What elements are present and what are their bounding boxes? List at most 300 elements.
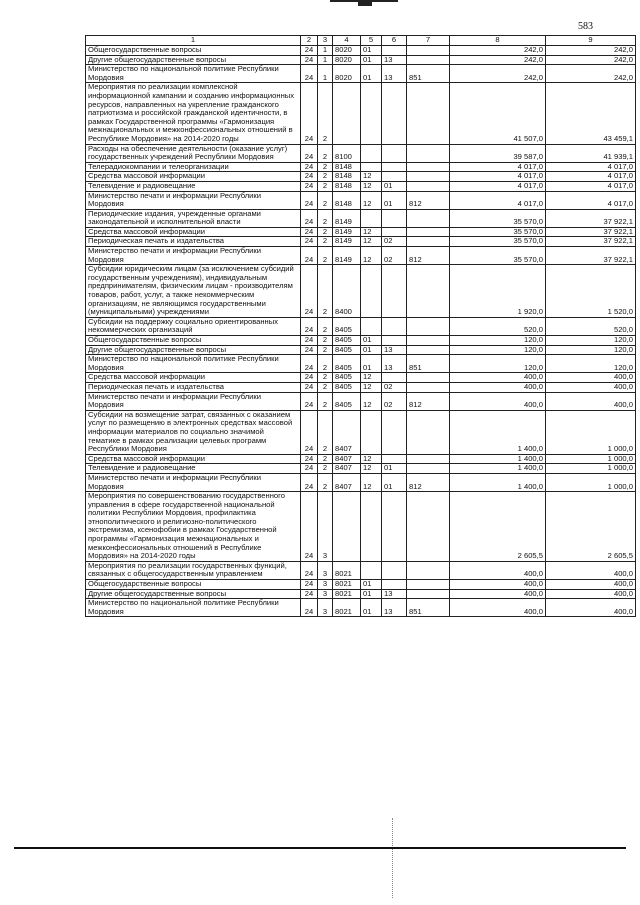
- cell-amount-1: 1 400,0: [450, 454, 546, 464]
- table-body: [86, 46, 636, 617]
- cell-code-1: 24: [301, 317, 318, 335]
- cell-section: 12: [361, 373, 382, 383]
- cell-amount-1: 35 570,0: [450, 237, 546, 247]
- cell-code-1: 24: [301, 492, 318, 562]
- row-name: Телерадиокомпании и телеорганизации: [86, 162, 301, 172]
- cell-code-1: 24: [301, 382, 318, 392]
- cell-code-2: 3: [318, 580, 333, 590]
- cell-amount-2: 242,0: [546, 55, 636, 65]
- cell-code-1: 24: [301, 247, 318, 265]
- cell-amount-2: 43 459,1: [546, 83, 636, 144]
- cell-section: [361, 144, 382, 162]
- cell-subsection: [382, 83, 407, 144]
- table-row: [86, 172, 636, 182]
- cell-code-2: 2: [318, 265, 333, 318]
- header-cell: 2: [301, 36, 318, 46]
- cell-section: 12: [361, 454, 382, 464]
- row-name: Субсидии на возмещение затрат, связанных с оказанием услуг по размещению в электронных средствах массовой информации материалов по социально значимой тематике в рамках реализации целевых программ Республики Мордовия: [86, 410, 301, 454]
- cell-code-target: 8020: [333, 65, 361, 83]
- row-name: Министерство печати и информации Республики Мордовия: [86, 247, 301, 265]
- cell-ministry-code: [407, 336, 450, 346]
- cell-amount-2: 242,0: [546, 65, 636, 83]
- cell-section: 12: [361, 172, 382, 182]
- cell-amount-1: 4 017,0: [450, 162, 546, 172]
- cell-code-target: 8149: [333, 237, 361, 247]
- table-row: [86, 83, 636, 144]
- cell-ministry-code: 812: [407, 247, 450, 265]
- row-name: Телевидение и радиовещание: [86, 181, 301, 191]
- cell-code-1: 24: [301, 83, 318, 144]
- row-name: Общегосударственные вопросы: [86, 336, 301, 346]
- cell-code-target: 8020: [333, 46, 361, 56]
- cell-section: 12: [361, 237, 382, 247]
- cell-section: [361, 162, 382, 172]
- cell-amount-1: 400,0: [450, 392, 546, 410]
- cell-code-target: 8149: [333, 209, 361, 227]
- cell-amount-2: 1 520,0: [546, 265, 636, 318]
- cell-code-2: 2: [318, 83, 333, 144]
- cell-subsection: 02: [382, 237, 407, 247]
- cell-amount-1: 1 400,0: [450, 464, 546, 474]
- cell-ministry-code: [407, 209, 450, 227]
- cell-amount-2: 1 000,0: [546, 410, 636, 454]
- cell-subsection: 02: [382, 392, 407, 410]
- cell-amount-1: 120,0: [450, 345, 546, 355]
- row-name: Периодическая печать и издательства: [86, 237, 301, 247]
- header-cell: 8: [450, 36, 546, 46]
- table-row: [86, 561, 636, 579]
- cell-amount-1: 242,0: [450, 65, 546, 83]
- cell-section: 01: [361, 589, 382, 599]
- table-row: [86, 392, 636, 410]
- cell-ministry-code: [407, 454, 450, 464]
- cell-amount-2: 400,0: [546, 561, 636, 579]
- cell-ministry-code: [407, 561, 450, 579]
- header-cell: 4: [333, 36, 361, 46]
- cell-code-2: 2: [318, 209, 333, 227]
- cell-code-2: 2: [318, 144, 333, 162]
- cell-amount-1: 520,0: [450, 317, 546, 335]
- cell-amount-2: 37 922,1: [546, 227, 636, 237]
- cell-amount-1: 242,0: [450, 46, 546, 56]
- cell-code-1: 24: [301, 227, 318, 237]
- cell-subsection: [382, 410, 407, 454]
- cell-ministry-code: [407, 345, 450, 355]
- cell-code-2: 2: [318, 336, 333, 346]
- cell-code-1: 24: [301, 46, 318, 56]
- cell-subsection: 13: [382, 65, 407, 83]
- cell-amount-1: 242,0: [450, 55, 546, 65]
- row-name: Министерство печати и информации Республики Мордовия: [86, 392, 301, 410]
- cell-code-1: 24: [301, 589, 318, 599]
- cell-subsection: [382, 46, 407, 56]
- cell-code-2: 3: [318, 492, 333, 562]
- cell-ministry-code: [407, 172, 450, 182]
- cell-code-1: 24: [301, 144, 318, 162]
- cell-code-target: 8407: [333, 410, 361, 454]
- cell-amount-1: 1 920,0: [450, 265, 546, 318]
- cell-amount-1: 2 605,5: [450, 492, 546, 562]
- cell-ministry-code: 812: [407, 191, 450, 209]
- cell-code-2: 2: [318, 473, 333, 491]
- scan-fold-line: [392, 818, 393, 898]
- cell-code-target: 8400: [333, 265, 361, 318]
- cell-subsection: 13: [382, 599, 407, 617]
- table-row: [86, 247, 636, 265]
- cell-section: 12: [361, 247, 382, 265]
- cell-code-1: 24: [301, 65, 318, 83]
- cell-code-2: 2: [318, 172, 333, 182]
- cell-section: 12: [361, 464, 382, 474]
- row-name: Другие общегосударственные вопросы: [86, 345, 301, 355]
- cell-ministry-code: [407, 227, 450, 237]
- cell-amount-2: 41 939,1: [546, 144, 636, 162]
- cell-amount-2: 1 000,0: [546, 473, 636, 491]
- cell-code-target: [333, 83, 361, 144]
- cell-amount-1: 35 570,0: [450, 227, 546, 237]
- cell-subsection: [382, 492, 407, 562]
- header-cell: 1: [86, 36, 301, 46]
- cell-section: [361, 265, 382, 318]
- cell-amount-2: 2 605,5: [546, 492, 636, 562]
- table-row: [86, 410, 636, 454]
- cell-code-2: 2: [318, 392, 333, 410]
- cell-code-target: 8020: [333, 55, 361, 65]
- cell-code-2: 2: [318, 317, 333, 335]
- cell-code-2: 3: [318, 589, 333, 599]
- cell-subsection: [382, 172, 407, 182]
- cell-subsection: 13: [382, 345, 407, 355]
- cell-code-1: 24: [301, 172, 318, 182]
- cell-code-2: 3: [318, 599, 333, 617]
- cell-subsection: [382, 144, 407, 162]
- cell-code-2: 2: [318, 464, 333, 474]
- cell-code-2: 2: [318, 355, 333, 373]
- cell-code-2: 2: [318, 247, 333, 265]
- cell-amount-2: 120,0: [546, 355, 636, 373]
- cell-amount-2: 400,0: [546, 580, 636, 590]
- cell-section: [361, 492, 382, 562]
- table-row: [86, 144, 636, 162]
- cell-amount-1: 1 400,0: [450, 410, 546, 454]
- cell-amount-2: 400,0: [546, 382, 636, 392]
- cell-code-target: 8148: [333, 162, 361, 172]
- cell-code-2: 2: [318, 181, 333, 191]
- cell-subsection: 02: [382, 382, 407, 392]
- cell-code-target: 8148: [333, 172, 361, 182]
- cell-code-1: 24: [301, 373, 318, 383]
- cell-code-1: 24: [301, 345, 318, 355]
- row-name: Периодическая печать и издательства: [86, 382, 301, 392]
- row-name: Средства массовой информации: [86, 454, 301, 464]
- row-name: Другие общегосударственные вопросы: [86, 589, 301, 599]
- cell-amount-1: 400,0: [450, 373, 546, 383]
- cell-ministry-code: [407, 83, 450, 144]
- cell-ministry-code: [407, 382, 450, 392]
- cell-code-target: 8405: [333, 392, 361, 410]
- header-cell: 5: [361, 36, 382, 46]
- cell-code-1: 24: [301, 410, 318, 454]
- header-cell: 6: [382, 36, 407, 46]
- cell-code-2: 2: [318, 237, 333, 247]
- cell-code-target: 8100: [333, 144, 361, 162]
- cell-ministry-code: [407, 265, 450, 318]
- row-name: Средства массовой информации: [86, 227, 301, 237]
- cell-code-1: 24: [301, 191, 318, 209]
- cell-code-1: 24: [301, 599, 318, 617]
- cell-code-2: 1: [318, 46, 333, 56]
- row-name: Министерство печати и информации Республики Мордовия: [86, 473, 301, 491]
- cell-code-1: 24: [301, 392, 318, 410]
- cell-code-target: [333, 492, 361, 562]
- cell-subsection: 13: [382, 589, 407, 599]
- cell-code-target: 8149: [333, 247, 361, 265]
- cell-code-target: 8405: [333, 317, 361, 335]
- cell-amount-1: 400,0: [450, 589, 546, 599]
- cell-section: [361, 317, 382, 335]
- cell-amount-2: 120,0: [546, 345, 636, 355]
- table-row: [86, 454, 636, 464]
- row-name: Средства массовой информации: [86, 172, 301, 182]
- table-row: [86, 181, 636, 191]
- table-row: [86, 227, 636, 237]
- cell-ministry-code: 851: [407, 65, 450, 83]
- table-row: [86, 589, 636, 599]
- cell-subsection: [382, 336, 407, 346]
- bottom-rule: [14, 847, 626, 849]
- cell-code-2: 1: [318, 65, 333, 83]
- row-name: Мероприятия по совершенствованию государственного управления в сфере государственной национальной политики Республики Мордовия, профилактика этнополитического и религиозно-политического экстремизма, ксенофобии в рамках Государственной программы «Гармонизация межнациональных и межконфессиональных отношений в Республике Мордовия» на 2014-2020 годы: [86, 492, 301, 562]
- cell-code-2: 3: [318, 561, 333, 579]
- cell-section: 12: [361, 473, 382, 491]
- cell-amount-1: 4 017,0: [450, 172, 546, 182]
- table-row: [86, 191, 636, 209]
- cell-code-target: 8407: [333, 473, 361, 491]
- cell-subsection: [382, 227, 407, 237]
- cell-amount-1: 400,0: [450, 580, 546, 590]
- cell-amount-1: 35 570,0: [450, 209, 546, 227]
- cell-subsection: [382, 580, 407, 590]
- cell-section: [361, 410, 382, 454]
- cell-code-1: 24: [301, 464, 318, 474]
- cell-code-2: 2: [318, 162, 333, 172]
- cell-code-target: 8021: [333, 561, 361, 579]
- cell-section: [361, 83, 382, 144]
- table-row: [86, 355, 636, 373]
- cell-subsection: 01: [382, 191, 407, 209]
- cell-subsection: 01: [382, 181, 407, 191]
- cell-code-target: 8405: [333, 345, 361, 355]
- cell-amount-2: 400,0: [546, 599, 636, 617]
- cell-subsection: [382, 265, 407, 318]
- cell-code-target: 8021: [333, 599, 361, 617]
- cell-amount-1: 4 017,0: [450, 181, 546, 191]
- cell-code-1: 24: [301, 355, 318, 373]
- cell-section: 01: [361, 345, 382, 355]
- cell-code-1: 24: [301, 162, 318, 172]
- cell-amount-2: 520,0: [546, 317, 636, 335]
- row-name: Другие общегосударственные вопросы: [86, 55, 301, 65]
- cell-amount-2: 4 017,0: [546, 172, 636, 182]
- cell-subsection: [382, 317, 407, 335]
- row-name: Общегосударственные вопросы: [86, 46, 301, 56]
- cell-code-1: 24: [301, 580, 318, 590]
- cell-code-2: 2: [318, 454, 333, 464]
- cell-amount-1: 39 587,0: [450, 144, 546, 162]
- table-row: [86, 209, 636, 227]
- row-name: Мероприятия по реализации комплексной информационной кампании и созданию информационных ресурсов, направленных на укрепление гражданского патриотизма и российской гражданской идентичности, в рамках Государственной программы «Гармонизация межнациональных и межконфессиональных отношений в Республике Мордовия» на 2014-2020 годы: [86, 83, 301, 144]
- cell-amount-2: 120,0: [546, 336, 636, 346]
- cell-subsection: [382, 454, 407, 464]
- cell-ministry-code: [407, 46, 450, 56]
- table-row: [86, 237, 636, 247]
- cell-ministry-code: [407, 237, 450, 247]
- cell-code-2: 1: [318, 55, 333, 65]
- cell-subsection: 02: [382, 247, 407, 265]
- cell-amount-2: 1 000,0: [546, 454, 636, 464]
- cell-ministry-code: [407, 162, 450, 172]
- row-name: Мероприятия по реализации государственных функций, связанных с общегосударственным управлением: [86, 561, 301, 579]
- cell-subsection: [382, 209, 407, 227]
- cell-ministry-code: [407, 410, 450, 454]
- cell-subsection: [382, 162, 407, 172]
- row-name: Министерство по национальной политике Республики Мордовия: [86, 355, 301, 373]
- header-cell: 7: [407, 36, 450, 46]
- row-name: Периодические издания, учрежденные органами законодательной и исполнительной власти: [86, 209, 301, 227]
- cell-section: 01: [361, 336, 382, 346]
- cell-amount-2: 4 017,0: [546, 181, 636, 191]
- cell-section: 01: [361, 355, 382, 373]
- cell-code-1: 24: [301, 209, 318, 227]
- cell-code-target: 8148: [333, 191, 361, 209]
- cell-section: 12: [361, 227, 382, 237]
- budget-table: [85, 35, 636, 617]
- cell-section: 12: [361, 181, 382, 191]
- cell-ministry-code: [407, 55, 450, 65]
- cell-subsection: [382, 373, 407, 383]
- table-row: [86, 55, 636, 65]
- cell-code-target: 8405: [333, 373, 361, 383]
- cell-code-target: 8148: [333, 181, 361, 191]
- cell-section: 12: [361, 392, 382, 410]
- table-row: [86, 336, 636, 346]
- cell-code-1: 24: [301, 55, 318, 65]
- table-row: [86, 473, 636, 491]
- cell-ministry-code: [407, 317, 450, 335]
- table-row: [86, 317, 636, 335]
- cell-amount-2: 4 017,0: [546, 162, 636, 172]
- cell-amount-1: 41 507,0: [450, 83, 546, 144]
- row-name: Министерство по национальной политике Республики Мордовия: [86, 599, 301, 617]
- table-row: [86, 373, 636, 383]
- cell-amount-1: 120,0: [450, 355, 546, 373]
- cell-subsection: 13: [382, 355, 407, 373]
- cell-section: 01: [361, 55, 382, 65]
- table-row: [86, 580, 636, 590]
- cell-code-2: 2: [318, 227, 333, 237]
- cell-amount-1: 4 017,0: [450, 191, 546, 209]
- cell-section: [361, 561, 382, 579]
- cell-subsection: [382, 561, 407, 579]
- cell-code-target: 8405: [333, 355, 361, 373]
- row-name: Общегосударственные вопросы: [86, 580, 301, 590]
- cell-code-target: 8149: [333, 227, 361, 237]
- cell-subsection: 01: [382, 464, 407, 474]
- cell-code-2: 2: [318, 345, 333, 355]
- cell-code-target: 8021: [333, 580, 361, 590]
- cell-ministry-code: 851: [407, 599, 450, 617]
- scan-mark: [330, 0, 398, 8]
- cell-section: 12: [361, 191, 382, 209]
- table-header-row: [86, 36, 636, 46]
- cell-code-2: 2: [318, 382, 333, 392]
- cell-ministry-code: 851: [407, 355, 450, 373]
- cell-section: 01: [361, 46, 382, 56]
- cell-code-1: 24: [301, 473, 318, 491]
- cell-amount-1: 400,0: [450, 382, 546, 392]
- cell-code-target: 8407: [333, 464, 361, 474]
- table-row: [86, 382, 636, 392]
- table-row: [86, 492, 636, 562]
- cell-amount-2: 4 017,0: [546, 191, 636, 209]
- table-row: [86, 345, 636, 355]
- cell-amount-2: 37 922,1: [546, 237, 636, 247]
- table-row: [86, 162, 636, 172]
- cell-amount-2: 400,0: [546, 392, 636, 410]
- cell-code-1: 24: [301, 561, 318, 579]
- cell-section: 01: [361, 65, 382, 83]
- cell-code-target: 8405: [333, 382, 361, 392]
- cell-ministry-code: [407, 181, 450, 191]
- table-row: [86, 65, 636, 83]
- page-number: 583: [578, 21, 593, 32]
- cell-section: 12: [361, 382, 382, 392]
- cell-amount-1: 1 400,0: [450, 473, 546, 491]
- row-name: Субсидии на поддержку социально ориентированных некоммерческих организаций: [86, 317, 301, 335]
- row-name: Министерство печати и информации Республики Мордовия: [86, 191, 301, 209]
- cell-amount-2: 400,0: [546, 589, 636, 599]
- row-name: Субсидии юридическим лицам (за исключением субсидий государственным учреждениям), индивидуальным предпринимателям, физическим лицам - производителям товаров, работ, услуг, а также некоммерческим организациям, не являющимся государственными (муниципальными) учреждениями: [86, 265, 301, 318]
- table-row: [86, 265, 636, 318]
- cell-ministry-code: 812: [407, 392, 450, 410]
- cell-code-1: 24: [301, 181, 318, 191]
- cell-section: 01: [361, 599, 382, 617]
- cell-code-target: 8021: [333, 589, 361, 599]
- cell-subsection: 01: [382, 473, 407, 491]
- cell-amount-2: 400,0: [546, 373, 636, 383]
- cell-ministry-code: [407, 580, 450, 590]
- cell-section: 01: [361, 580, 382, 590]
- cell-amount-2: 37 922,1: [546, 247, 636, 265]
- row-name: Министерство по национальной политике Республики Мордовия: [86, 65, 301, 83]
- cell-code-2: 2: [318, 191, 333, 209]
- cell-amount-2: 37 922,1: [546, 209, 636, 227]
- cell-code-2: 2: [318, 410, 333, 454]
- cell-code-1: 24: [301, 265, 318, 318]
- cell-ministry-code: [407, 144, 450, 162]
- cell-ministry-code: [407, 492, 450, 562]
- cell-code-1: 24: [301, 454, 318, 464]
- cell-ministry-code: 812: [407, 473, 450, 491]
- cell-amount-2: 242,0: [546, 46, 636, 56]
- cell-amount-1: 400,0: [450, 599, 546, 617]
- table-row: [86, 46, 636, 56]
- cell-section: [361, 209, 382, 227]
- table-row: [86, 599, 636, 617]
- row-name: Расходы на обеспечение деятельности (оказание услуг) государственных учреждений Республики Мордовия: [86, 144, 301, 162]
- cell-amount-2: 1 000,0: [546, 464, 636, 474]
- cell-code-target: 8407: [333, 454, 361, 464]
